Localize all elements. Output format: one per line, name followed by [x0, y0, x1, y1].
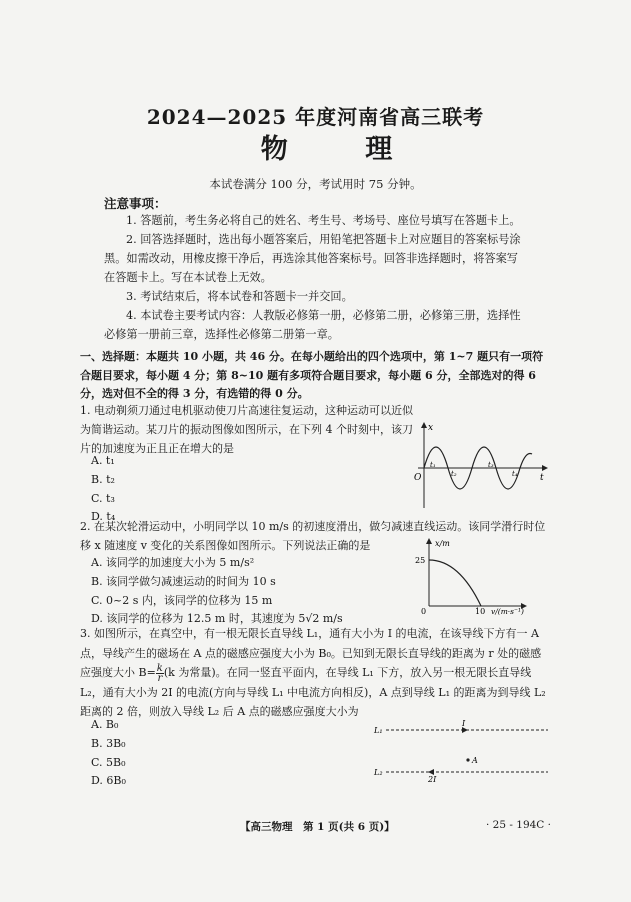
q3-stem-b: (k 为常量)。在同一竖直平面内，在导线 L₁ 下方，放入另一根无限长直导线 L₂，通有大小为 2I 的电流(方向与导线 L₁ 中电流方向相反)，A 点到导线 L₁ 的距离为到导线 L₂ 距离的 2 倍，则放入导线 L₂ 后 A 点的磁感应强度大小为	[80, 666, 546, 719]
subject-title: 物 理	[260, 134, 427, 165]
notice-item: 3. 考试结束后，将本试卷和答题卡一并交回。	[126, 290, 353, 303]
option: D. 该同学的位移为 12.5 m 时，其速度为 5√2 m/s	[91, 612, 343, 626]
option: B. 3B₀	[91, 736, 126, 750]
notice-item: 2. 回答选择题时，选出每小题答案后，用铅笔把答题卡上对应题目的答案标号涂黑。如需改动，用橡皮擦干净后，再选涂其他答案标号。回答非选择题时，将答案写在答题卡上。写在本试卷上无效。	[104, 233, 521, 284]
current2-label: 2I	[428, 775, 437, 782]
option: D. t₄	[91, 510, 116, 524]
q3-wire-diagram	[372, 718, 552, 782]
q3-fraction	[156, 664, 164, 683]
option: D. 6B₀	[91, 774, 126, 788]
notice-item: 4. 本试卷主要考试内容：人教版必修第一册，必修第二册，必修第三册，选择性必修第一册前三章，选择性必修第二册第一章。	[104, 309, 521, 341]
paper-code: · 25 - 194C ·	[486, 819, 552, 831]
wire2-label: L₂	[374, 768, 383, 777]
question-1-options	[91, 452, 115, 527]
graph-x-tick: 10	[475, 607, 486, 616]
option: A. 该同学的加速度大小为 5 m/s²	[91, 556, 255, 569]
exam-title: 2024—2025 年度河南省高三联考	[146, 105, 485, 129]
question-3-options	[91, 716, 126, 791]
point-a-label: A	[472, 756, 478, 765]
graph-y-label: x/m	[435, 539, 450, 548]
wire1-label: L₁	[374, 726, 383, 735]
page-label: 【高三物理 第 1 页(共 6 页)】	[240, 821, 395, 833]
question-2-options	[91, 554, 343, 629]
section-intro: 一、选择题：本题共 10 小题，共 46 分。在每小题给出的四个选项中，第 1~7 题只有一项符合题目要求，每小题 4 分；第 8~10 题有多项符合题目要求，每小题 6 分，全部选对的得 6 分，选对但不全的得 3 分，有选错的得 0 分。	[80, 350, 544, 401]
notice-item: 1. 答题前，考生务必将自己的姓名、考生号、考场号、座位号填写在答题卡上。	[126, 214, 521, 227]
graph-x-label: v/(m·s⁻¹)	[491, 607, 524, 616]
graph-y-label: x	[428, 423, 434, 433]
current1-label: I	[462, 719, 466, 728]
option: A. t₁	[91, 454, 115, 467]
graph-mark-t2: t₂	[451, 470, 457, 478]
question-2-stem: 2. 在某次轮滑运动中，小明同学以 10 m/s 的初速度滑出，做匀减速直线运动。该同学滑行时位移 x 随速度 v 变化的关系图像如图所示。下列说法正确的是	[80, 520, 546, 552]
q1-vibration-graph	[408, 420, 548, 510]
exam-info: 本试卷满分 100 分，考试用时 75 分钟。	[209, 177, 422, 191]
question-3-stem	[80, 624, 550, 722]
graph-x-label: t	[540, 473, 544, 483]
graph-mark-t1: t₁	[430, 461, 436, 469]
notice-list	[104, 211, 524, 344]
option: B. 该同学做匀减速运动的时间为 10 s	[91, 574, 276, 588]
question-1-stem: 1. 电动剃须刀通过电机驱动使刀片高速往复运动，这种运动可以近似为简谐运动。某刀片的振动图像如图所示，在下列 4 个时刻中，该刀片的加速度为正且正在增大的是	[80, 404, 413, 455]
notice-heading: 注意事项：	[104, 196, 167, 211]
option: C. t₃	[91, 491, 115, 505]
graph-y-tick: 25	[415, 556, 426, 565]
graph-mark-t3: t₃	[488, 461, 494, 469]
fraction-denominator: r	[157, 672, 163, 684]
graph-mark-t4: t₄	[512, 470, 518, 478]
option: A. B₀	[91, 718, 119, 731]
fraction-numerator: k	[156, 662, 163, 674]
option: C. 5B₀	[91, 755, 126, 769]
graph-origin: O	[414, 473, 422, 483]
option: B. t₂	[91, 472, 115, 486]
q3-stem-a: 3. 如图所示，在真空中，有一根无限长直导线 L₁，通有大小为 I 的电流，在该导线下方有一 A 点，导线产生的磁场在 A 点的磁感应强度大小为 B₀。已知到无限长直导线的距离为 r 处的磁感应强度大小 B=	[80, 627, 542, 680]
option: C. 0~2 s 内，该同学的位移为 15 m	[91, 593, 273, 607]
q2-x-v-graph	[415, 536, 535, 616]
graph-origin: 0	[421, 607, 427, 616]
